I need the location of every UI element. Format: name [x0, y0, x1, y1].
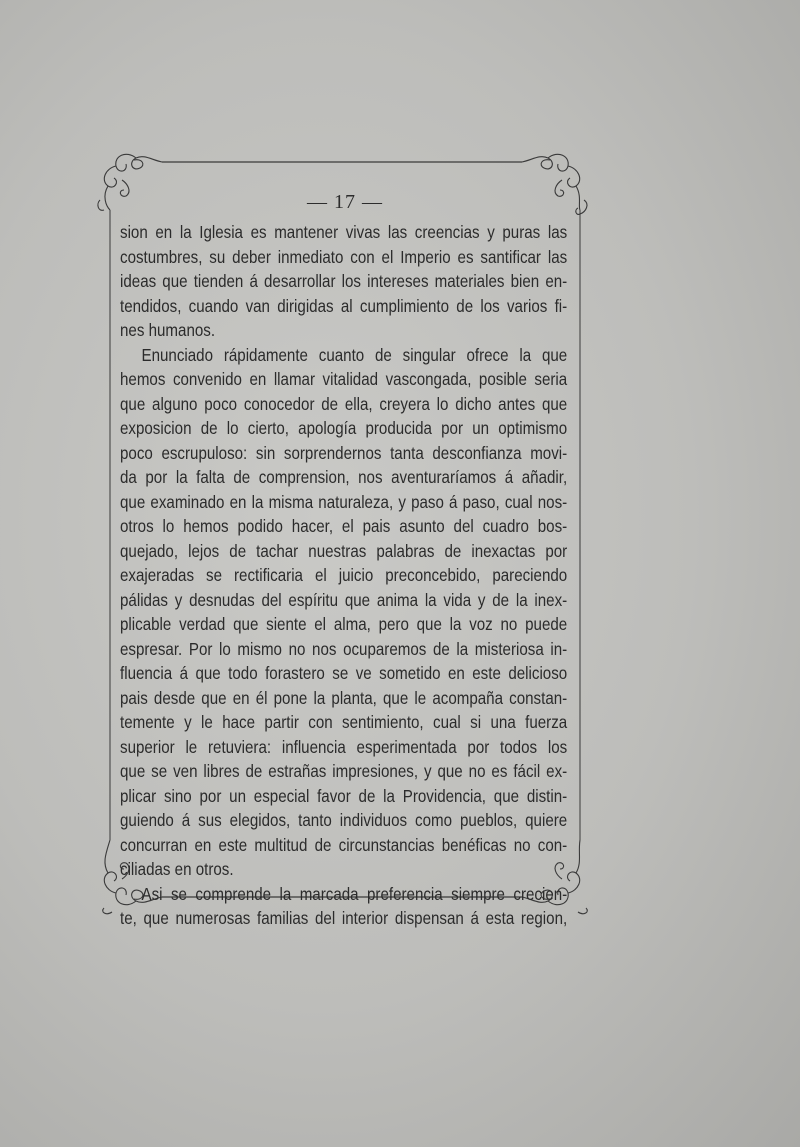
text-line: pálidas y desnudas del espíritu que anima la vida y de la inex-	[120, 589, 568, 610]
text-line: superior le retuviera: influencia esperimentada por todos los	[120, 736, 568, 757]
text-line: fluencia á que todo forastero se ve sometido en este delicioso	[120, 663, 568, 683]
text-line: temente y le hace partir con sentimiento, cual si una fuerza	[120, 712, 568, 732]
text-line: concurran en este multitud de circunstancias benéficas no con-	[120, 834, 568, 855]
text-line: exajeradas se rectificaria el juicio preconcebido, pareciendo	[120, 565, 568, 585]
text-line: otros lo hemos podido hacer, el pais asunto del cuadro bos-	[120, 516, 568, 536]
text-line: pais desde que en él pone la planta, que le acompaña constan-	[120, 687, 568, 708]
text-line: que examinado en la misma naturaleza, y paso á paso, cual nos-	[120, 491, 568, 512]
body-text	[120, 220, 568, 931]
page-frame	[92, 140, 598, 928]
text-line: plicar sino por un especial favor de la Providencia, que distin-	[120, 785, 568, 806]
text-line: plicable verdad que siente el alma, pero que la voz no puede	[120, 614, 568, 634]
text-line: sion en la Iglesia es mantener vivas las creencias y puras las	[120, 222, 568, 242]
text-line: Asi se comprende la marcada preferencia siempre crecien-	[141, 883, 568, 904]
text-line: hemos convenido en llamar vitalidad vascongada, posible seria	[120, 369, 568, 389]
text-line: te, que numerosas familias del interior dispensan á esta region,	[120, 908, 568, 928]
text-line: ciliadas en otros.	[120, 859, 234, 879]
text-lines	[120, 220, 567, 931]
text-line: exposicion de lo cierto, apología producida por un optimismo	[120, 418, 568, 438]
text-line: que se ven libres de estrañas impresiones, y que no es fácil ex-	[120, 761, 568, 781]
text-line: da por la falta de comprension, nos aventuraríamos á añadir,	[120, 467, 568, 487]
text-line: guiendo á sus elegidos, tanto individuos como pueblos, quiere	[120, 810, 568, 830]
text-line: tendidos, cuando van dirigidas al cumplimiento de los varios fi-	[120, 295, 568, 316]
text-line: que alguno poco conocedor de ella, creyera lo dicho antes que	[120, 393, 568, 414]
text-line: quejado, lejos de tachar nuestras palabras de inexactas por	[120, 540, 568, 561]
text-line: costumbres, su deber inmediato con el Imperio es santificar las	[120, 246, 568, 267]
text-line: ideas que tienden á desarrollar los intereses materiales bien en-	[120, 271, 568, 291]
text-line: poco escrupuloso: sin sorprendernos tanta desconfianza movi-	[120, 442, 568, 463]
text-line: Enunciado rápidamente cuanto de singular ofrece la que	[141, 344, 568, 365]
text-line: espresar. Por lo mismo no nos ocuparemos de la misteriosa in-	[120, 638, 568, 659]
page-number: — 17 —	[307, 191, 383, 213]
text-line: nes humanos.	[120, 320, 216, 340]
